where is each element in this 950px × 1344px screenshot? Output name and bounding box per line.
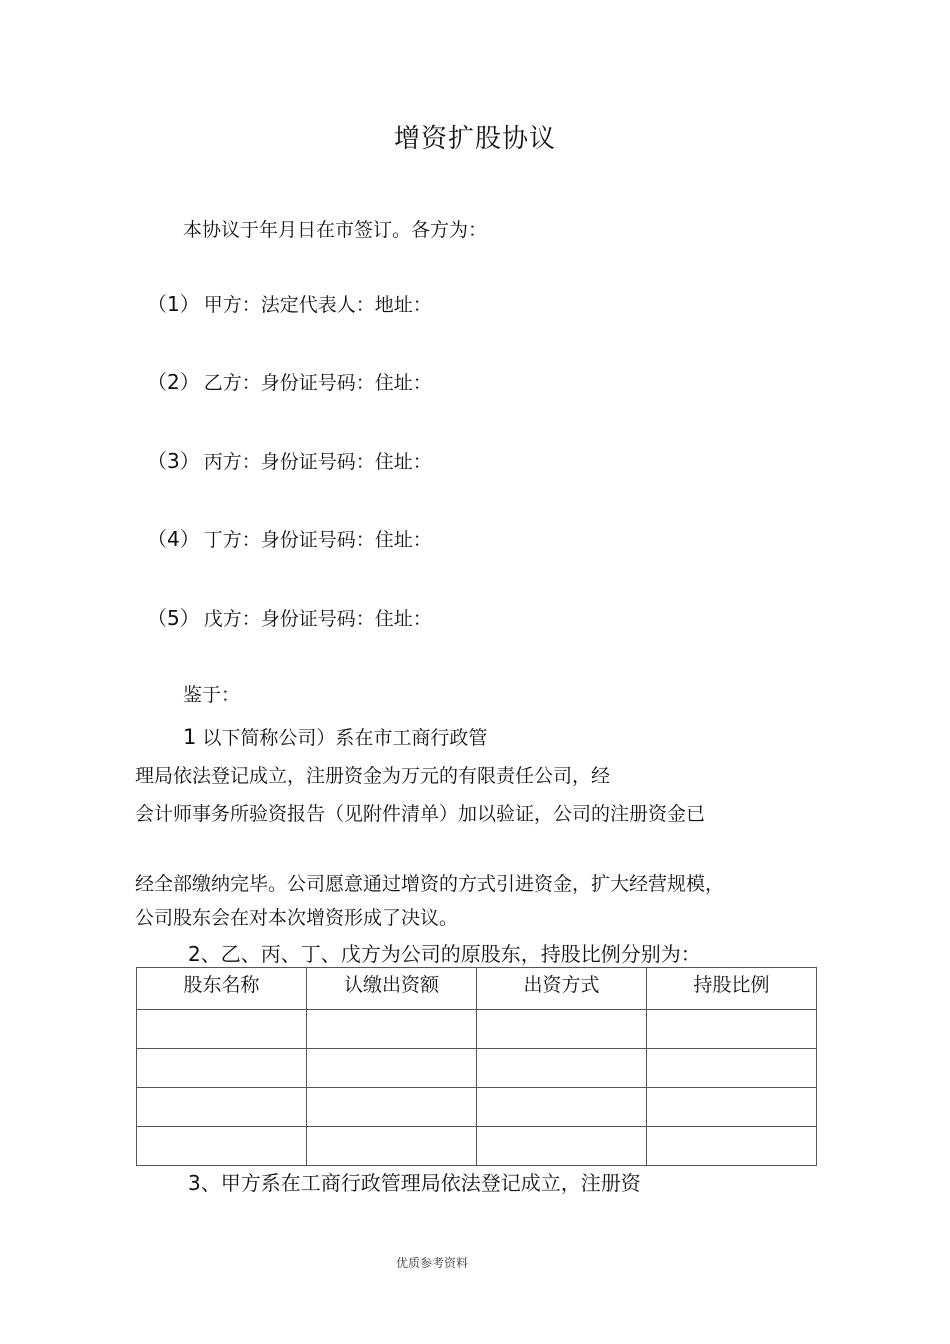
header-shareholding-ratio: 持股比例 (647, 968, 817, 1010)
table-cell (477, 1127, 647, 1166)
shareholder-table (136, 967, 817, 1166)
clause-2: 2、乙、丙、丁、戊方为公司的原股东，持股比例分别为： (188, 942, 701, 966)
header-contribution-method: 出资方式 (477, 968, 647, 1010)
whereas-heading: 鉴于： (183, 684, 241, 706)
party-4-number: （4） (147, 527, 200, 551)
party-5 (147, 604, 432, 633)
table-cell (307, 1010, 477, 1049)
clause-1-line-1-text: 以下简称公司）系在市工商行政管 (202, 727, 488, 749)
table-cell (307, 1127, 477, 1166)
intro-paragraph: 本协议于年月日在市签订。各方为： (183, 219, 488, 241)
party-5-number: （5） (147, 606, 200, 630)
party-1-text: 甲方：法定代表人：地址： (203, 294, 432, 316)
party-1-number: （1） (147, 292, 200, 316)
table-header-row (137, 968, 817, 1010)
page-footer: 优质参考资料 (396, 1256, 469, 1270)
party-2-text: 乙方：身份证号码：住址： (203, 372, 432, 394)
party-5-text: 戊方：身份证号码：住址： (203, 608, 432, 630)
table-row (137, 1127, 817, 1166)
table-row (137, 1088, 817, 1127)
table-cell (647, 1088, 817, 1127)
party-2 (147, 368, 432, 397)
party-3-text: 丙方：身份证号码：住址： (203, 451, 432, 473)
table-cell (647, 1127, 817, 1166)
table-cell (307, 1049, 477, 1088)
clause-1-line-4: 经全部缴纳完毕。公司愿意通过增资的方式引进资金，扩大经营规模， (135, 873, 725, 895)
table-cell (137, 1010, 307, 1049)
header-subscribed-capital: 认缴出资额 (307, 968, 477, 1010)
table-cell (477, 1049, 647, 1088)
table-cell (477, 1010, 647, 1049)
clause-1-line-1 (183, 723, 487, 752)
clause-1-line-5: 公司股东会在对本次增资形成了决议。 (135, 907, 459, 929)
clause-3: 3、甲方系在工商行政管理局依法登记成立，注册资 (188, 1171, 641, 1195)
document-title: 增资扩股协议 (393, 124, 556, 154)
table-cell (647, 1010, 817, 1049)
table-cell (137, 1049, 307, 1088)
party-4-text: 丁方：身份证号码：住址： (203, 529, 432, 551)
table-cell (137, 1127, 307, 1166)
table-cell (307, 1088, 477, 1127)
table-cell (647, 1049, 817, 1088)
table-cell (137, 1088, 307, 1127)
party-3-number: （3） (147, 449, 200, 473)
clause-1-number: 1 (183, 725, 197, 749)
table-cell (477, 1088, 647, 1127)
party-4 (147, 525, 432, 554)
party-1 (147, 290, 432, 319)
clause-1-line-2: 理局依法登记成立，注册资金为万元的有限责任公司，经 (135, 765, 611, 787)
clause-1-line-3: 会计师事务所验资报告（见附件清单）加以验证，公司的注册资金已 (135, 803, 706, 825)
party-3 (147, 447, 432, 476)
table-row (137, 1049, 817, 1088)
party-2-number: （2） (147, 370, 200, 394)
table-row (137, 1010, 817, 1049)
header-shareholder-name: 股东名称 (137, 968, 307, 1010)
